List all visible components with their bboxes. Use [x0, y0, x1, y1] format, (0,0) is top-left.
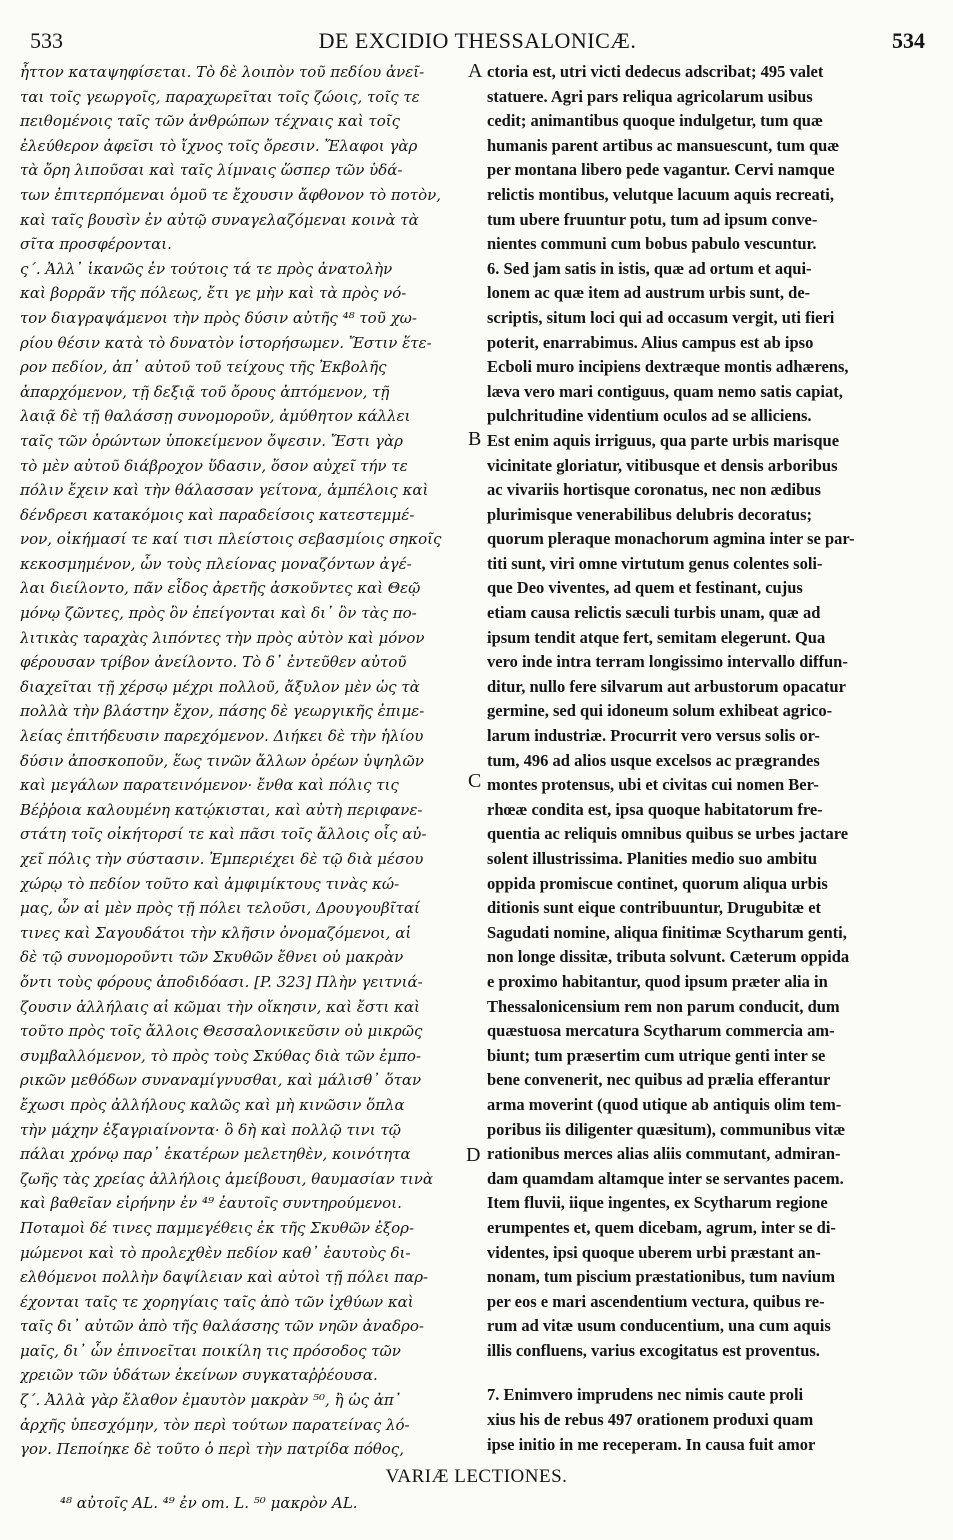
latin-text-line: illis confluens, varius excogitatus est proventus. [487, 1340, 820, 1360]
greek-text-line: νον, οἰκήμασί τε καί τισι πλείστοις σεβασμίοις σηκοῖς [20, 530, 442, 549]
page-number-right: 534 [892, 28, 925, 53]
latin-text-line: non longe dissitæ, tributa solvunt. Cæterum oppida [487, 947, 850, 967]
greek-text-line: Βέῤῥοια καλουμένη κατῴκισται, καὶ αὐτὴ περιφανε- [20, 800, 423, 819]
greek-text-line: καὶ ταῖς βουσὶν ἐν αὐτῷ συναγελαζόμεναι κοινὰ τὰ [20, 210, 419, 229]
latin-text-line: per montana libero pede vagantur. Cervi namque [487, 160, 835, 180]
latin-column [487, 60, 919, 1457]
latin-text-line: poterit, enarrabimus. Alius campus est ab ipso [487, 332, 814, 352]
greek-text-line: μόνῳ ζῶντες, πρὸς ὃν ἐπείγονται καὶ δι᾽ ὃν τὰς πο- [20, 604, 417, 623]
greek-text-line: ἀρχῆς ὑπεσχόμην, τὸν περὶ τούτων παρατείνας λό- [20, 1415, 410, 1434]
greek-text-line: λιτικὰς ταραχὰς λιπόντες τὴν πρὸς αὐτὸν καὶ μόνον [20, 628, 425, 647]
greek-text-line: ρίου θέσιν κατὰ τὸ δυνατὸν ἱστορήσωμεν. Ἔστιν ἕτε- [20, 333, 432, 352]
latin-text-line: quæstuosa mercatura Scytharum commercia am- [487, 1021, 835, 1041]
greek-text-line: σῖτα προσφέρονται. [20, 235, 172, 254]
latin-text-line: germine, sed qui idoneum solum exhibeat agrico- [487, 701, 833, 721]
margin-letter-a: A [468, 60, 483, 82]
latin-text-line: læva vero mari contiguus, quam nemo satis capiat, [487, 381, 843, 401]
latin-text-line: videntes, ipsi quoque uberem urbi præstant an- [487, 1242, 821, 1262]
greek-text-line: δύσιν ἀποσκοποῦν, ἕως τινῶν ἄλλων ὀρέων ὑψηλῶν [20, 751, 424, 770]
greek-text-line: ζ΄. Ἀλλὰ γὰρ ἔλαθον ἐμαυτὸν μακρὰν ⁵⁰, ἢ ὡς ἀπ᾽ [20, 1391, 402, 1410]
latin-text-line: plurimisque venerabilibus delubris decoratus; [487, 504, 812, 524]
latin-text-line: pulchritudine videntium oculos ad se alliciens. [487, 406, 812, 426]
latin-text-line: oppida promiscue continet, quorum aliqua urbis [487, 873, 828, 893]
latin-text-line [487, 1363, 919, 1383]
latin-text-line: arma moverint (quod utique ab antiquis olim tem- [487, 1094, 842, 1114]
greek-column [20, 60, 464, 1462]
greek-text-line: χώρῳ τὸ πεδίον τοῦτο καὶ ἀμφιμίκτους τινὰς κώ- [20, 874, 400, 893]
latin-text-line: xius his de rebus 497 orationem produxi quam [487, 1410, 814, 1430]
greek-text-line: ρικῶν μεθόδων συναναμίγνυσθαι, καὶ μάλισθ᾽ ὅταν [20, 1071, 422, 1090]
latin-text-line: ipsum tendit atque fert, semitam elegerunt. Qua [487, 627, 826, 647]
latin-text-line: biunt; tum præsertim cum utrique genti inter se [487, 1045, 826, 1065]
greek-text-line: πάλαι χρόνῳ παρ᾽ ἑκατέρων μελετηθὲν, κοινότητα [20, 1145, 411, 1164]
latin-text-line: etiam causa relictis sæculi turbis unam, quæ ad [487, 603, 821, 623]
latin-text-line: Thessalonicensium rem non parum conducit, dum [487, 996, 840, 1016]
greek-text-line: χρειῶν τῶν ὑδάτων ἐκείνων συγκαταῤῥέουσα. [20, 1366, 378, 1385]
page-header [30, 28, 925, 62]
greek-text-line: πολλὰ τὴν βλάστην ἔχον, πάσης δὲ γεωργικῆς ἐπιμε- [20, 702, 425, 721]
greek-text-line: συμβαλλόμενον, τὸ πρὸς τοὺς Σκύθας διὰ τῶν ἐμπο- [20, 1046, 422, 1065]
greek-text-line: ζουσιν ἀλλήλαις αἱ κῶμαι τὴν οἴκησιν, καὶ ἔστι καὶ [20, 997, 420, 1016]
latin-text-line: Est enim aquis irriguus, qua parte urbis marisque [487, 430, 840, 450]
greek-text-line: μας, ὧν αἱ μὲν πρὸς τῇ πόλει τελοῦσι, Δρουγουβῖταί [20, 899, 420, 918]
greek-text-line: καὶ βορρᾶν τῆς πόλεως, ἔτι γε μὴν καὶ τὰ πρὸς νό- [20, 284, 407, 303]
greek-text-line: τὸ μὲν αὐτοῦ διάβροχον ὕδασιν, ὅσον αὐχεῖ τήν τε [20, 456, 408, 475]
greek-text-line: ἧττον καταψηφίσεται. Τὸ δὲ λοιπὸν τοῦ πεδίου ἀνεῖ- [20, 63, 425, 81]
greek-text-line: ται τοῖς γεωργοῖς, παραχωρεῖται τοῖς ζώοις, τοῖς τε [20, 87, 420, 106]
greek-text-line: δὲ τῷ συνομοροῦντι τῶν Σκυθῶν ἔθνει οὐ μακρὰν [20, 948, 404, 967]
greek-text-line: καὶ μεγάλων παρατεινόμενον· ἔνθα καὶ πόλις τις [20, 776, 399, 795]
greek-text-line: καὶ βαθεῖαν εἰρήνην ἐν ⁴⁹ ἑαυτοῖς συντηρούμενοι. [20, 1194, 402, 1213]
latin-text-line: montes protensus, ubi et civitas cui nomen Ber- [487, 775, 819, 795]
greek-text-line: λαιᾷ δὲ τῇ θαλάσσῃ συνομοροῦν, ἀμύθητον κάλλει [20, 407, 411, 426]
greek-text-line: μαῖς, δι᾽ ὧν ἐπινοεῖται ποικίλη τις πρόσοδος τῶν [20, 1341, 401, 1360]
latin-text-line: rum ad vitæ usum conducentium, una cum aquis [487, 1316, 831, 1336]
latin-text-line: Item fluvii, iique ingentes, ex Scytharum regione [487, 1193, 828, 1213]
variae-lectiones-heading: VARIÆ LECTIONES. [385, 1466, 568, 1487]
greek-text-line: δένδρεσι κατακόμοις καὶ παραδείσοις κατεστεμμέ- [20, 505, 415, 524]
greek-text-line: ταῖς τῶν ὁρώντων ὑποκείμενον ὄψεσιν. Ἔστι γὰρ [20, 431, 403, 450]
greek-text-line: ἔχωσι πρὸς ἀλλήλους καλῶς καὶ μὴ κινῶσιν ὅπλα [20, 1095, 405, 1114]
greek-text-line: κεκοσμημένον, ὧν τοὺς πλείονας μοναζόντων ἀγέ- [20, 554, 412, 573]
latin-text-line: vicinitate gloriatur, vitibusque et densis arboribus [487, 455, 838, 475]
latin-text-line: ipse initio in me receperam. In causa fuit amor [487, 1434, 816, 1454]
latin-text-line: poribus iis diligenter quæsitum), communibus vitæ [487, 1119, 846, 1139]
greek-text-line: τὴν μάχην ἐξαγριαίνοντα· ὃ δὴ καὶ πολλῷ τινι τῷ [20, 1120, 401, 1139]
greek-text-line: ελθόμενοι πολλὴν δαψίλειαν καὶ αὐτοὶ τῇ πόλει παρ- [20, 1268, 429, 1287]
latin-text-line: solent illustrissima. Planities medio suo ambitu [487, 849, 818, 868]
latin-text-line: statuere. Agri pars reliqua agricolarum usibus [487, 86, 813, 106]
latin-text-line: rationibus merces alias aliis commutant, admiran- [487, 1144, 841, 1164]
latin-text-line: Ecboli muro incipiens dextræque montis adhærens, [487, 357, 849, 377]
latin-text-line: cedit; animantibus quoque indulgetur, tum quæ [487, 111, 823, 131]
latin-text-line: rhœæ condita est, ipsa quoque habitatorum fre- [487, 799, 823, 819]
latin-text-line: nonam, tum piscium præstationibus, tum navium [487, 1267, 835, 1287]
greek-text-line: λείας ἐπιτήδευσιν παρεχόμενον. Διήκει δὲ τὴν ἡλίου [20, 727, 424, 746]
greek-text-line: διαχεῖται τῇ χέρσῳ μέχρι πολλοῦ, ἄξυλον μὲν ὡς τὰ [20, 677, 420, 696]
greek-text-line: ὄντι τοὺς φόρους ἀποδιδόασι. [P. 323] Πλὴν γειτνιά- [20, 972, 423, 991]
latin-text-line: humanis parent artibus ac mansuescunt, tum quæ [487, 135, 840, 155]
latin-text-line: que Deo viventes, ad quem et festinant, cujus [487, 578, 803, 598]
greek-text-line: τον διαγραψάμενοι τὴν πρὸς δύσιν αὐτῆς ⁴⁸ τοῦ χω- [20, 308, 417, 327]
latin-text-line: e proximo habitantur, quod ipsum præter alia in [487, 971, 828, 991]
margin-letter-c: C [468, 770, 482, 792]
latin-text-line: dam quamdam altamque inter se servantes pacem. [487, 1168, 844, 1188]
greek-text-line: ἐλεύθερον ἀφεῖσι τὸ ἴχνος τοῖς ὄρεσιν. Ἔλαφοι γὰρ [20, 136, 418, 155]
latin-text-line: ctoria est, utri victi dedecus adscribat; 495 valet [487, 62, 824, 81]
greek-text-line: ἀπαρχόμενον, τῇ δεξιᾷ τοῦ ὄρους ἁπτόμενον, τῇ [20, 382, 390, 401]
running-title: DE EXCIDIO THESSALONICÆ. [318, 28, 637, 53]
footnotes: ⁴⁸ αὐτοῖς AL. ⁴⁹ ἐν om. L. ⁵⁰ μακρὸν AL. [60, 1494, 358, 1512]
latin-text-line: titi sunt, viri omne virtutum genus colentes soli- [487, 553, 823, 573]
latin-text-line: Sagudati nomine, aliqua finitimæ Scytharum genti, [487, 922, 847, 942]
greek-text-line: μώμενοι καὶ τὸ προλεχθὲν πεδίον καθ᾽ ἑαυτοὺς δι- [20, 1243, 411, 1262]
latin-text-line: tum, 496 ad alios usque excelsos ac prægrandes [487, 750, 820, 770]
latin-text-line: nientes communi cum bobus pabulo vescuntur. [487, 234, 817, 254]
latin-text-line: bene convenerit, nec quibus ad prælia efferantur [487, 1070, 831, 1090]
latin-text-line: lonem ac quæ item ad austrum urbis sunt, de- [487, 283, 811, 303]
greek-text-line: πόλιν ἔχειν καὶ τὴν θάλασσαν γείτονα, ἀμπέλοις καὶ [20, 481, 429, 500]
greek-text-line: τοῦτο πρὸς τοῖς ἄλλοις Θεσσαλονικεῦσιν οὐ μικρῶς [20, 1022, 423, 1041]
greek-text-line: γον. Πεποίηκε δὲ τοῦτο ὁ περὶ τὴν πατρίδα πόθος, [20, 1440, 404, 1459]
latin-text-line: ac vivariis hortisque coronatus, nec non ædibus [487, 480, 821, 500]
greek-text-line: Ποταμοὶ δέ τινες παμμεγέθεις ἐκ τῆς Σκυθῶν ἐξορ- [20, 1218, 415, 1237]
greek-text-line: ς΄. Ἀλλ᾽ ἱκανῶς ἐν τούτοις τά τε πρὸς ἀνατολὴν [20, 259, 393, 278]
greek-text-line: τινες καὶ Σαγουδάτοι τὴν κλῆσιν ὀνομαζόμενοι, αἱ [20, 923, 412, 942]
greek-text-line: ζωῆς τὰς χρείας ἀλλήλοις ἀμείβουσι, θαυμασίαν τινὰ [20, 1169, 433, 1188]
latin-text-line: relictis montibus, velutque lacuum aquis recreati, [487, 184, 834, 204]
greek-text-line: ρον πεδίον, ἀπ᾽ αὐτοῦ τοῦ τείχους τῆς Ἐκβολῆς [20, 358, 387, 377]
page-number-left: 533 [30, 28, 63, 53]
margin-letter-d: D [466, 1144, 481, 1166]
latin-text-line: quorum pleraque monachorum agmina inter se par- [487, 529, 855, 549]
latin-text-line: per eos e mari ascendentium vectura, quibus re- [487, 1291, 825, 1311]
latin-text-line: vero inde intra terram longissimo intervallo diffun- [487, 652, 848, 672]
greek-text-line: χεῖ πόλις τὴν σύστασιν. Ἐμπεριέχει δὲ τῷ διὰ μέσου [20, 850, 424, 868]
greek-text-line: φέρουσαν τρίβον ἀνείλοντο. Τὸ δ᾽ ἐντεῦθεν αὐτοῦ [20, 653, 407, 672]
latin-text-line: 6. Sed jam satis in istis, quæ ad ortum et aqui- [487, 258, 812, 278]
latin-text-line: tum ubere fruuntur potu, tum ad ipsum conve- [487, 209, 818, 229]
greek-text-line: τὰ ὄρη λιποῦσαι καὶ ταῖς λίμναις ὥσπερ τῶν ὑδά- [20, 161, 403, 180]
latin-text-line: ditur, nullo fere silvarum aut arbustorum opacatur [487, 676, 846, 696]
margin-letter-b: B [468, 428, 482, 450]
latin-text-line: erumpentes et, quem dicebam, agrum, inter se di- [487, 1217, 836, 1237]
latin-text-line: scriptis, situm loci qui ad occasum vergit, uti fieri [487, 307, 835, 327]
latin-text-line: ditionis sunt eique contribuuntur, Drugubitæ et [487, 898, 822, 918]
greek-text-line: ταῖς δι᾽ αὐτῶν ἀπὸ τῆς θαλάσσης τῶν νηῶν ἀναδρο- [20, 1317, 424, 1336]
latin-text-line: 7. Enimvero imprudens nec nimis caute proli [487, 1385, 804, 1405]
greek-text-line: έχονται ταῖς τε χορηγίαις ταῖς ἀπὸ τῶν ἰχθύων καὶ [20, 1292, 414, 1311]
greek-text-line: στάτη τοῖς οἰκήτορσί τε καὶ πᾶσι τοῖς ἄλλοις οἷς αὐ- [20, 825, 427, 844]
greek-text-line: πειθομένοις ταῖς τῶν ἀνθρώπων τέχναις καὶ τοῖς [20, 112, 401, 131]
greek-text-line: λαι διείλοντο, πᾶν εἶδος ἀρετῆς ἀσκοῦντες καὶ Θεῷ [20, 579, 421, 598]
greek-text-line: των ἐπιτερπόμεναι ὁμοῦ τε ἔχουσιν ἄφθονον τὸ ποτὸν, [20, 185, 441, 204]
latin-text-line: larum industriæ. Procurrit vero versus solis or- [487, 726, 820, 746]
latin-text-line: quentia ac reliquis omnibus quibus se urbes jactare [487, 824, 849, 844]
